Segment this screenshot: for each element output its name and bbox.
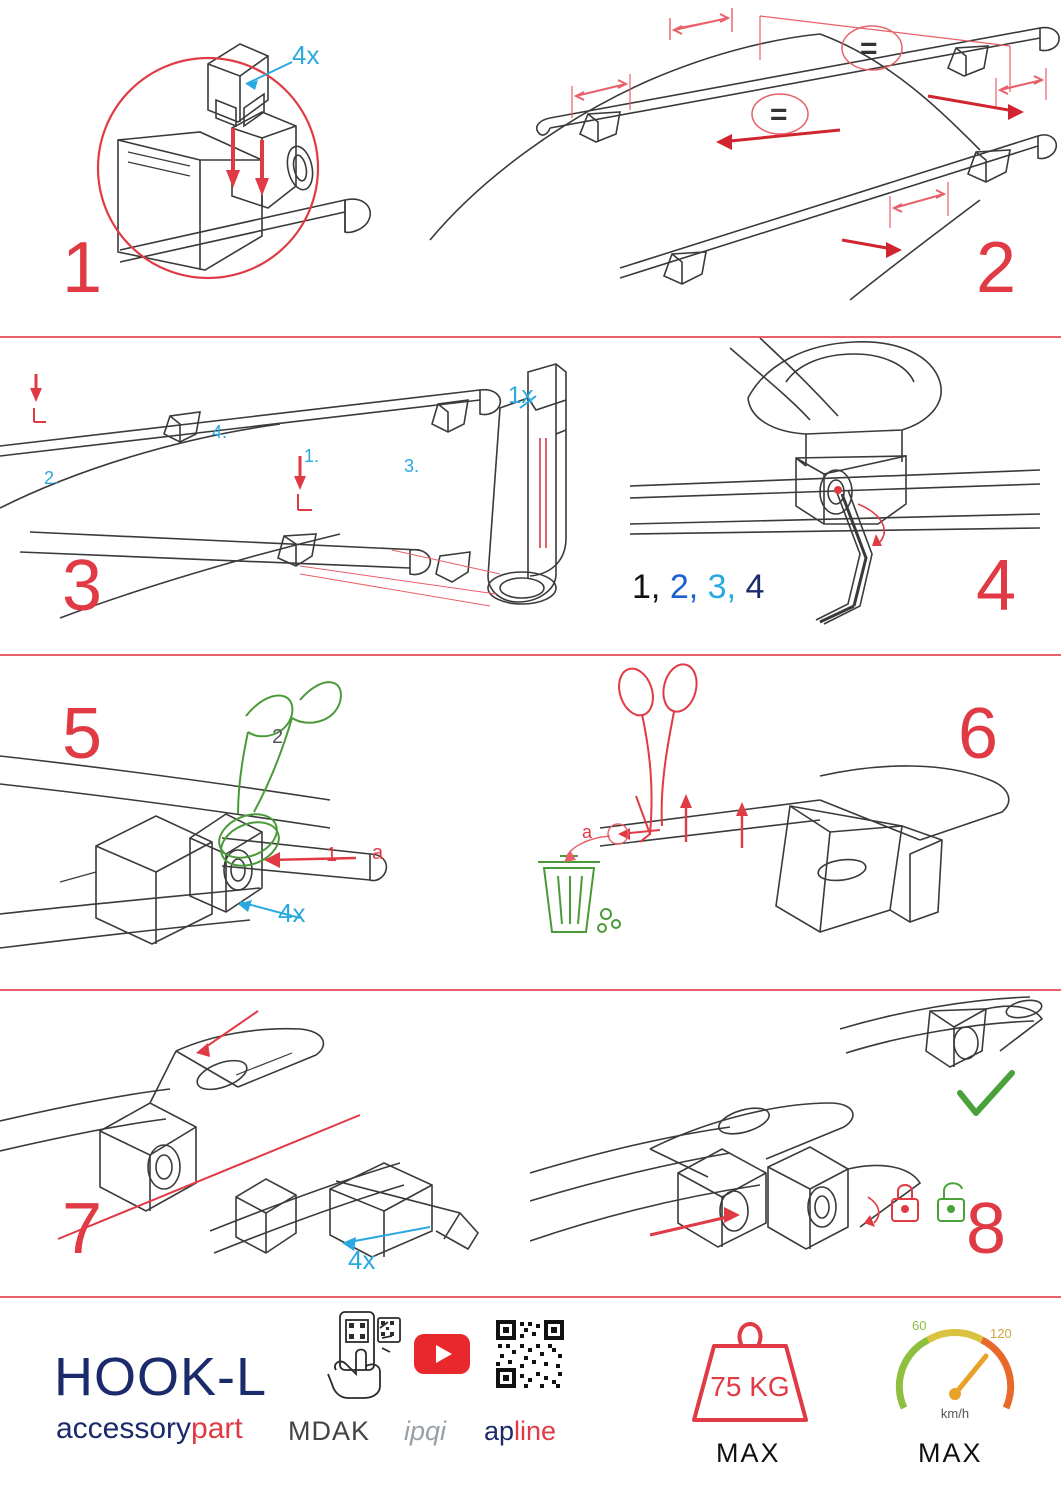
step-1-number: 1 [62, 228, 103, 308]
accessory-part-wordmark [56, 1412, 243, 1446]
brand-apline [484, 1416, 556, 1447]
accessory-word: accessory [56, 1412, 192, 1445]
step-4-panel [610, 338, 1061, 654]
apline-line: line [514, 1416, 557, 1446]
youtube-icon[interactable] [414, 1334, 470, 1374]
step-1-qty: 4x [292, 40, 320, 70]
step-7-panel [0, 991, 530, 1296]
tick-60: 60 [912, 1318, 927, 1333]
equal-sign-2: = [770, 98, 788, 131]
step-3-number: 3 [62, 546, 103, 626]
step-6-number: 6 [958, 694, 999, 774]
step-3-callout-1: 1. [304, 446, 320, 466]
step-3-callout-2: 2. [44, 468, 60, 488]
step-2-number: 2 [976, 228, 1017, 308]
seq-3: 3, [707, 568, 736, 606]
step-3-callout-4: 4. [212, 422, 228, 442]
speed-unit: km/h [940, 1406, 970, 1421]
step-5-label-1: 1 [326, 844, 338, 866]
equal-sign-1: = [860, 32, 878, 65]
step-6-panel [490, 656, 1061, 989]
speed-max-label: MAX [918, 1438, 983, 1468]
footer-panel [0, 1298, 1061, 1500]
step-3-callout-3: 3. [404, 456, 420, 476]
weight-icon [680, 1312, 820, 1432]
part-word: part [191, 1412, 243, 1445]
step-7-number: 7 [62, 1189, 103, 1269]
step-8-panel [530, 991, 1061, 1296]
speedometer-icon [890, 1308, 1020, 1434]
seq-4: 4 [745, 568, 765, 606]
step-4-sequence [632, 568, 764, 607]
step-8-number: 8 [966, 1189, 1007, 1269]
brand-ipqi: ipqi [404, 1416, 447, 1446]
step-7-qty: 4x [348, 1245, 376, 1275]
weight-value: 75 KG [710, 1371, 790, 1402]
product-name: HOOK-L [54, 1347, 268, 1407]
step-5-label-2: 2 [272, 726, 284, 748]
step-1-panel [0, 0, 420, 336]
step-5-qty: 4x [278, 898, 306, 928]
step-5-panel [0, 656, 490, 989]
brand-mdak: MDAK [288, 1416, 371, 1446]
seq-2: 2, [669, 568, 699, 606]
step-3-qty: 1x [508, 382, 534, 409]
step-3-panel [0, 338, 610, 654]
qr-scan-icon [318, 1308, 408, 1400]
apline-ap: ap [484, 1416, 515, 1446]
step-5-label-a: a [372, 842, 384, 864]
step-6-label-a: a [582, 822, 593, 842]
step-2-panel [420, 0, 1061, 336]
qr-code-icon [494, 1318, 566, 1390]
weight-max-label: MAX [716, 1438, 781, 1468]
step-4-number: 4 [976, 546, 1017, 626]
tick-120: 120 [990, 1326, 1012, 1341]
seq-1: 1, [632, 568, 661, 606]
step-5-number: 5 [62, 694, 103, 774]
